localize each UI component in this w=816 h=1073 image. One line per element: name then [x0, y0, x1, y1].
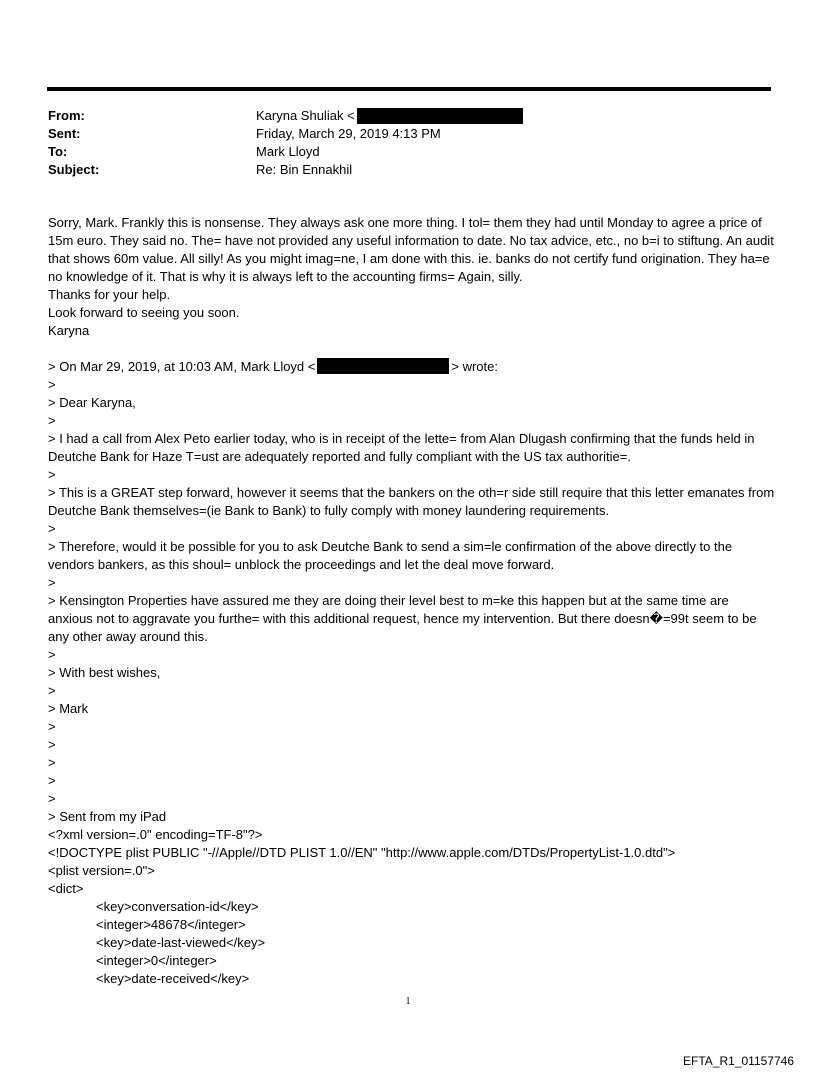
quoted-paragraph-4: > Kensington Properties have assured me they are doing their level best to m=ke this happen but at the same time are anxious not to aggravate you furthe= with this additional request, hence my intervention. But there doesn�=99t seem to be any other away around this. — [48, 593, 757, 644]
sent-row — [48, 125, 768, 143]
reply-thanks: Thanks for your help. — [48, 287, 171, 302]
redaction-box — [317, 358, 449, 374]
quoted-best-wishes: > With best wishes, — [48, 665, 161, 680]
quote-marker: > — [48, 737, 56, 752]
xml-declaration: <?xml version=.0" encoding=TF-8"?> — [48, 827, 263, 842]
to-value: Mark Lloyd — [256, 144, 320, 159]
quoted-intro-after: > wrote: — [451, 359, 498, 374]
quote-marker: > — [48, 719, 56, 734]
quoted-name: > Mark — [48, 701, 89, 716]
to-row — [48, 143, 768, 161]
sent-value: Friday, March 29, 2019 4:13 PM — [256, 126, 441, 141]
quoted-paragraph-3: > Therefore, would it be possible for you to ask Deutche Bank to send a sim=le confirmation of the above directly to the vendors bankers, as this shoul= unblock the proceedings and let the deal move forward. — [48, 539, 733, 572]
reply-look-forward: Look forward to seeing you soon. — [48, 305, 240, 320]
xml-integer: <integer>48678</integer> — [96, 917, 246, 932]
to-label: To: — [48, 144, 68, 159]
bates-number: EFTA_R1_01157746 — [683, 1054, 794, 1068]
from-value — [256, 107, 523, 125]
xml-dict-open: <dict> — [48, 881, 84, 896]
quote-marker: > — [48, 413, 56, 428]
subject-row — [48, 161, 768, 179]
from-label: From: — [48, 108, 85, 123]
quoted-sent-from: > Sent from my iPad — [48, 809, 167, 824]
quoted-intro — [48, 358, 776, 376]
quoted-intro-before: > On Mar 29, 2019, at 10:03 AM, Mark Lloyd < — [48, 359, 316, 374]
xml-integer: <integer>0</integer> — [96, 953, 217, 968]
from-name: Karyna Shuliak < — [256, 108, 355, 123]
quote-marker: > — [48, 521, 56, 536]
quoted-paragraph-2: > This is a GREAT step forward, however it seems that the bankers on the oth=r side still require that this letter emanates from Deutche Bank themselves=(ie Bank to Bank) to fully comply with money laundering requirements. — [48, 485, 775, 518]
quoted-paragraph-1: > I had a call from Alex Peto earlier today, who is in receipt of the lette= from Alan Dlugash confirming that the funds held in Deutche Bank for Haze T=ust are adequately reported and fully compliant with the US tax authoritie=. — [48, 431, 755, 464]
header-divider — [47, 87, 771, 91]
xml-doctype: <!DOCTYPE plist PUBLIC "-//Apple//DTD PLIST 1.0//EN" "http://www.apple.com/DTDs/PropertyList-1.0.dtd"> — [48, 845, 676, 860]
quote-marker: > — [48, 791, 56, 806]
sent-label: Sent: — [48, 126, 81, 141]
reply-signature: Karyna — [48, 323, 90, 338]
page-number: 1 — [405, 996, 411, 1007]
email-header — [48, 107, 768, 179]
quote-marker: > — [48, 575, 56, 590]
quote-marker: > — [48, 467, 56, 482]
email-body — [48, 214, 776, 988]
xml-key: <key>conversation-id</key> — [96, 899, 259, 914]
xml-key: <key>date-last-viewed</key> — [96, 935, 266, 950]
from-row — [48, 107, 768, 125]
redaction-box — [357, 108, 523, 124]
xml-key: <key>date-received</key> — [96, 971, 250, 986]
subject-value: Re: Bin Ennakhil — [256, 162, 353, 177]
quote-marker: > — [48, 683, 56, 698]
subject-label: Subject: — [48, 162, 100, 177]
quoted-greeting: > Dear Karyna, — [48, 395, 136, 410]
quote-marker: > — [48, 377, 56, 392]
spacer — [48, 340, 776, 358]
quote-marker: > — [48, 647, 56, 662]
xml-plist-open: <plist version=.0"> — [48, 863, 155, 878]
quote-marker: > — [48, 755, 56, 770]
reply-paragraph: Sorry, Mark. Frankly this is nonsense. They always ask one more thing. I tol= them they had until Monday to agree a price of 15m euro. They said no. The= have not provided any useful information to date. No tax advice, etc., no b=i to stiftung. An audit that shows 60m value. All silly! As you might imag=ne, I am done with this. ie. banks do not certify fund origination. They ha=e no knowledge of it. That is why it is always left to the accounting firms= Again, silly. — [48, 215, 774, 284]
quote-marker: > — [48, 773, 56, 788]
